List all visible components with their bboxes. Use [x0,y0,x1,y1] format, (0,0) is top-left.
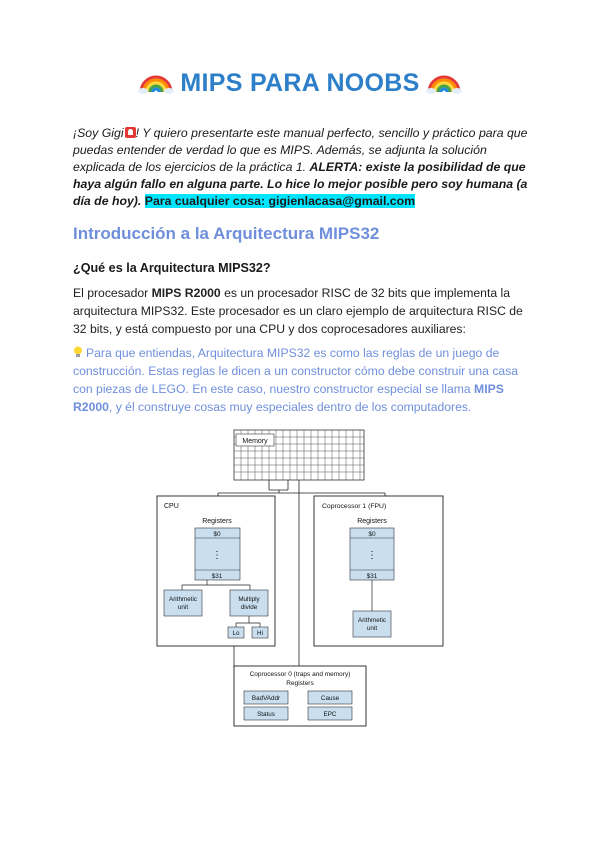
alert-text: ALERTA: existe la posibilidad de que haya algún fallo en alguna parte. Lo hice lo mejor posible pero soy humana (a día de hoy). [73,160,528,208]
hi-register: Hi [257,630,263,637]
status-register: Status [257,711,275,718]
p1-bold: MIPS R2000 [151,286,221,300]
contact-email-link[interactable]: Para cualquier cosa: gigienlacasa@gmail.com [144,194,416,208]
cop1-registers-label: Registers [357,518,387,525]
cop1-reg-last: $31 [366,573,378,580]
cpu-arith-line2: unit [177,604,189,611]
cop1-label: Coprocessor 1 (FPU) [322,503,387,510]
intro-text-1: ¡Soy Gigi [73,126,124,140]
memory-block [234,430,364,480]
body-paragraph [73,284,533,338]
cpu-mult-line1: Multiply [238,596,260,603]
coprocessor0-block [234,666,366,726]
section-heading: Introducción a la Arquitectura MIPS32 [73,224,380,243]
p2-bold: MIPS R2000 [73,382,504,414]
badvaddr-register: BadVAddr [251,695,281,702]
mips-architecture-diagram [150,428,450,728]
siren-icon [125,127,136,138]
lo-register: Lo [232,630,240,637]
p2-text-after: , y él construye cosas muy especiales dentro de los computadores. [108,400,472,414]
cpu-reg-first: $0 [213,531,221,538]
rainbow-icon [138,72,174,94]
cpu-reg-dots: ⋮ [212,550,222,561]
cpu-label: CPU [164,503,179,510]
lightbulb-icon [73,346,83,358]
rainbow-icon [426,72,462,94]
epc-register: EPC [323,711,337,718]
cpu-block [157,496,275,646]
cpu-registers-label: Registers [202,518,232,525]
cop1-reg-first: $0 [368,531,376,538]
page-title [0,68,600,98]
cpu-reg-last: $31 [211,573,223,580]
cop1-arith-line1: Arithmetic [358,617,386,624]
memory-label: Memory [242,438,268,445]
coprocessor1-block [314,496,443,646]
intro-paragraph [73,125,533,210]
title-text: MIPS PARA NOOBS [180,68,420,97]
p2-text-before: Para que entiendas, Arquitectura MIPS32 es como las reglas de un juego de construcción. Estas reglas le dicen a un constructor cómo debe construir una casa con piezas de LEGO. En este caso, nuestro constructor especial se llama [73,346,519,396]
intro-text-2: ! Y quiero presentarte este manual perfecto, sencillo y práctico para que puedas entender de verdad lo que es MIPS. Además, se adjunta la solución explicada de los ejercicios de la práctica 1. [73,126,528,174]
cpu-arith-line1: Arithmetic [169,596,197,603]
cop0-registers-label: Registers [286,680,314,687]
cop1-reg-dots: ⋮ [367,550,377,561]
analogy-paragraph [73,344,535,416]
subsection-heading: ¿Qué es la Arquitectura MIPS32? [73,261,271,275]
cpu-mult-line2: divide [240,604,258,611]
cop1-arith-line2: unit [366,625,378,632]
cause-register: Cause [320,695,340,702]
p1-text-before: El procesador [73,286,152,300]
cop0-label: Coprocessor 0 (traps and memory) [249,671,351,678]
p1-text-after: es un procesador RISC de 32 bits que implementa la arquitectura MIPS32. Este procesador es un claro ejemplo de arquitectura RISC de 32 bits, y está compuesto por una CPU y dos coprocesadores auxiliares: [73,286,523,336]
